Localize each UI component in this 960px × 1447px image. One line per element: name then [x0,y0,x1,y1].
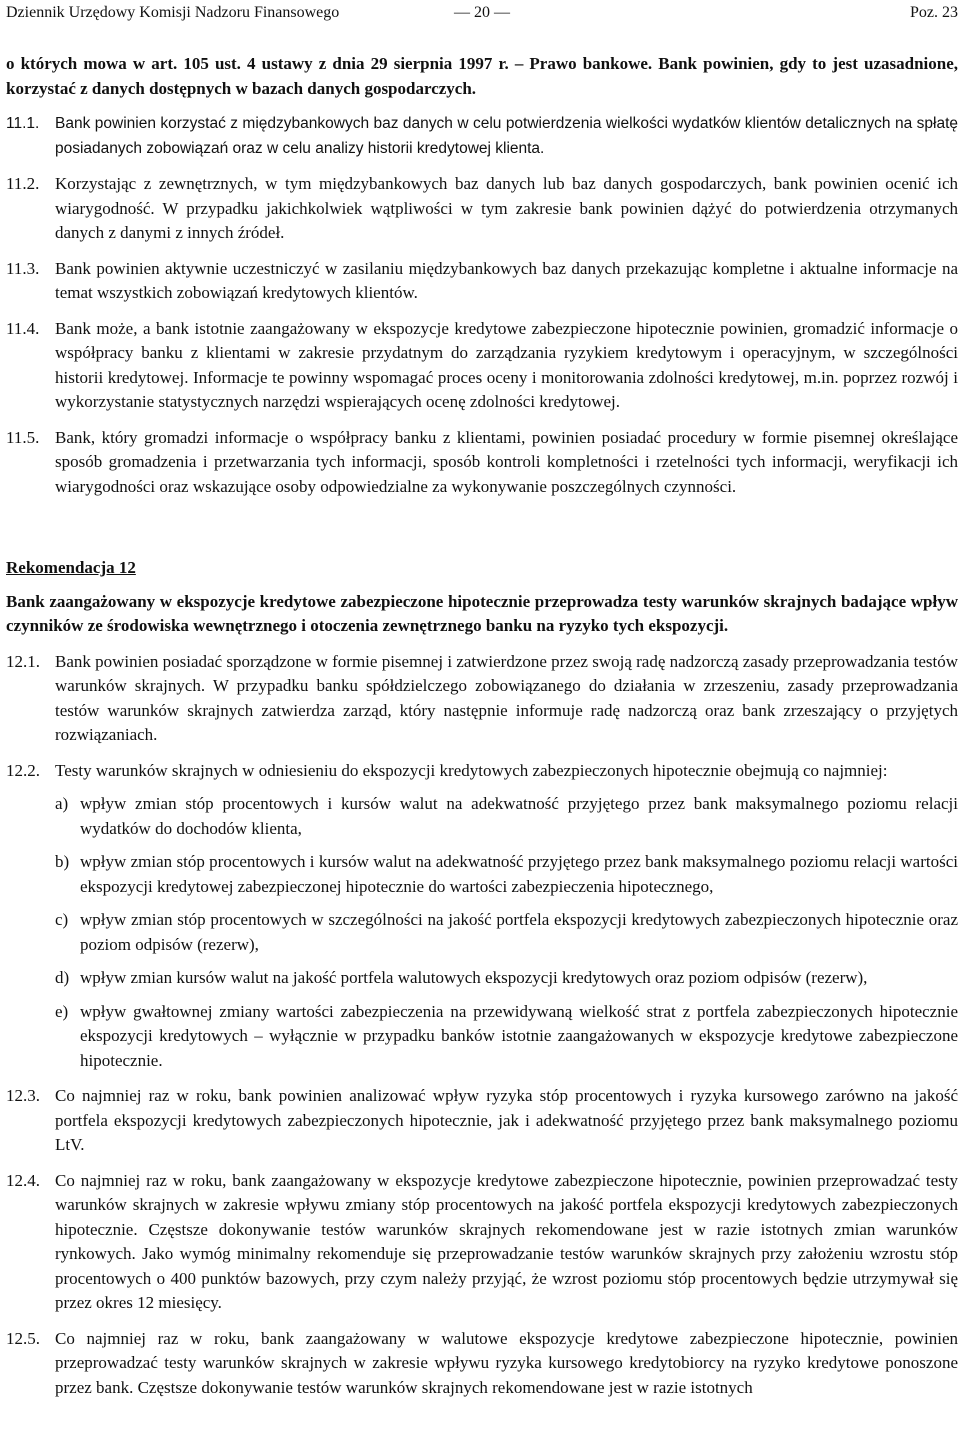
list-text: wpływ zmian stóp procentowych i kursów walut na adekwatność przyjętego przez bank maksymalnego poziomu relacji wydatków do dochodów klienta, [80,794,958,838]
paragraph-number: 12.5. [6,1328,40,1348]
recommendation-text: Bank zaangażowany w ekspozycje kredytowe zabezpieczone hipotecznie przeprowadza testy warunków skrajnych badające wpływ czynników ze środowiska wewnętrznego i otoczenia zewnętrznego banku na ryzyko tych ekspozycji. [6,591,958,635]
paragraph-12-4 [6,1169,958,1316]
paragraph-number: 12.2. [6,760,40,780]
paragraph-number: 11.5. [6,427,40,447]
paragraph-number: 11.1. [6,115,40,132]
recommendation-title: Rekomendacja 12 [6,558,136,577]
list-item-c [55,908,958,957]
paragraph-11-5 [6,426,958,500]
page-header [6,0,958,28]
paragraph-text: Testy warunków skrajnych w odniesieniu do ekspozycji kredytowych zabezpieczonych hipotecznie obejmują co najmniej: [55,760,888,780]
list-letter: b) [55,852,70,871]
paragraph-text: Bank powinien korzystać z międzybankowych baz danych w celu potwierdzenia wielkości wydatków klientów detalicznych na spłatę posiadanych zobowiązań oraz w celu analizy historii kredytowej klienta. [55,115,958,157]
paragraph-number: 11.2. [6,174,40,193]
paragraph-11-3 [6,257,958,306]
paragraph-text: Co najmniej raz w roku, bank powinien analizować wpływ ryzyka stóp procentowych i ryzyka kursowego zarówno na jakość portfela ekspozycji kredytowych zabezpieczonych hipotecznie, jak i adekwatność przyjętego przez bank maksymalnego poziomu LtV. [55,1086,958,1154]
paragraph-11-2 [6,172,958,246]
position-number: Poz. 23 [910,4,958,21]
paragraph-text: Co najmniej raz w roku, bank zaangażowany w walutowe ekspozycje kredytowe zabezpieczone hipotecznie, powinien przeprowadzać testy warunków skrajnych w zakresie wpływu ryzyka kursowego kredytobiorcy na ryzyko kredytowe ponoszone przez bank. Częstsze dokonywanie testów warunków skrajnych rekomendowane jest w razie istotnych [55,1328,958,1397]
paragraph-12-5 [6,1327,958,1401]
list-text: wpływ zmian kursów walut na jakość portfela walutowych ekspozycji kredytowych oraz poziom odpisów (rezerw), [80,968,868,987]
paragraph-text: Bank powinien posiadać sporządzone w formie pisemnej i zatwierdzone przez swoją radę nadzorczą zasady przeprowadzania testów warunków skrajnych. W przypadku banku spółdzielczego zobowiązanego do działania w zrzeszeniu, zasady przeprowadzania testów warunków skrajnych zatwierdza zarząd, który następnie informuje radę nadzorczą oraz bank zrzeszający o przyjętych rozwiązaniach. [55,651,958,744]
document-page [6,0,958,1400]
page-number: — 20 — [454,4,510,21]
paragraph-text: Korzystając z zewnętrznych, w tym międzybankowych baz danych lub baz danych gospodarczych, bank powinien ocenić ich wiarygodność. W przypadku jakichkolwiek wątpliwości w tym zakresie bank powinien dążyć do potwierdzenia otrzymanych danych z danymi z innych źródeł. [55,174,958,242]
paragraph-11-4 [6,317,958,415]
paragraph-number: 12.1. [6,651,40,671]
paragraph-text: Bank powinien aktywnie uczestniczyć w zasilaniu międzybankowych baz danych przekazując kompletne i aktualne informacje na temat wszystkich zobowiązań kredytowych klientów. [55,258,958,302]
paragraph-number: 12.4. [6,1170,40,1190]
list-text: wpływ zmian stóp procentowych i kursów walut na adekwatność przyjętego przez bank maksymalnego poziomu relacji wartości ekspozycji kredytowej zabezpieczonej hipotecznie do wartości zabezpieczenia hipotecznego, [80,852,958,896]
paragraph-12-1 [6,650,958,748]
paragraph-11-1 [6,112,958,161]
list-letter: c) [55,910,69,929]
list-item-a [55,792,958,841]
list-letter: d) [55,968,70,987]
paragraph-text: Co najmniej raz w roku, bank zaangażowany w ekspozycje kredytowe zabezpieczone hipotecznie, powinien przeprowadzać testy warunków skrajnych w zakresie wpływu zmiany stóp procentowych na jakość portfela ekspozycji kredytowych zabezpieczonych hipotecznie. Częstsze dokonywanie testów warunków skrajnych rekomendowane jest w razie istotnych zmian warunków rynkowych. Jako wymóg minimalny rekomenduje się przeprowadzanie testów warunków skrajnych przy założeniu wzrostu stóp procentowych o 400 punktów bazowych, przy czym należy przyjąć, że wzrost poziomu stóp procentowych będzie utrzymywał się przez okres 12 miesięcy. [55,1170,958,1312]
list-text: wpływ zmian stóp procentowych w szczególności na jakość portfela ekspozycji kredytowych zabezpieczonych hipotecznie oraz poziom odpisów (rezerw), [80,910,958,954]
paragraph-number: 11.3. [6,258,40,278]
intro-paragraph: o których mowa w art. 105 ust. 4 ustawy z dnia 29 sierpnia 1997 r. – Prawo bankowe. Bank powinien, gdy to jest uzasadnione, korzystać z danych dostępnych w bazach danych gospodarczych. [6,54,958,98]
list-letter: a) [55,794,69,813]
list-item-d [55,966,958,991]
paragraph-12-2 [6,759,958,784]
list-text: wpływ gwałtownej zmiany wartości zabezpieczenia na przewidywaną wielkość strat z portfela zabezpieczonych hipotecznie ekspozycji kredytowych – wyłącznie w przypadku banków istotnie zaangażowanych w ekspozycje kredytowe zabezpieczone hipotecznie. [80,1001,958,1070]
list-item-e [55,1000,958,1074]
paragraph-text: Bank, który gromadzi informacje o współpracy banku z klientami, powinien posiadać procedury w formie pisemnej określające sposób gromadzenia i przetwarzania tych informacji, sposób kontroli kompletności i rzetelności tych informacji, weryfikacji ich wiarygodności oraz wskazujące osoby odpowiedzialne za wykonywanie poszczególnych czynności. [55,427,958,496]
journal-title: Dziennik Urzędowy Komisji Nadzoru Finansowego [6,4,340,21]
paragraph-12-3 [6,1084,958,1158]
paragraph-text: Bank może, a bank istotnie zaangażowany w ekspozycje kredytowe zabezpieczone hipotecznie powinien, gromadzić informacje o współpracy banku z klientami w zakresie przydatnym do zarządzania ryzykiem kredytowym i operacyjnym, w szczególności historii kredytowej. Informacje te powinny wspomagać proces oceny i monitorowania zdolności kredytowej, m.in. poprzez rozwój i wykorzystanie statystycznych narzędzi wspierających ocenę zdolności kredytowej. [55,318,958,411]
paragraph-number: 12.3. [6,1086,40,1105]
list-letter: e) [55,1001,69,1021]
paragraph-number: 11.4. [6,318,40,338]
list-item-b [55,850,958,899]
